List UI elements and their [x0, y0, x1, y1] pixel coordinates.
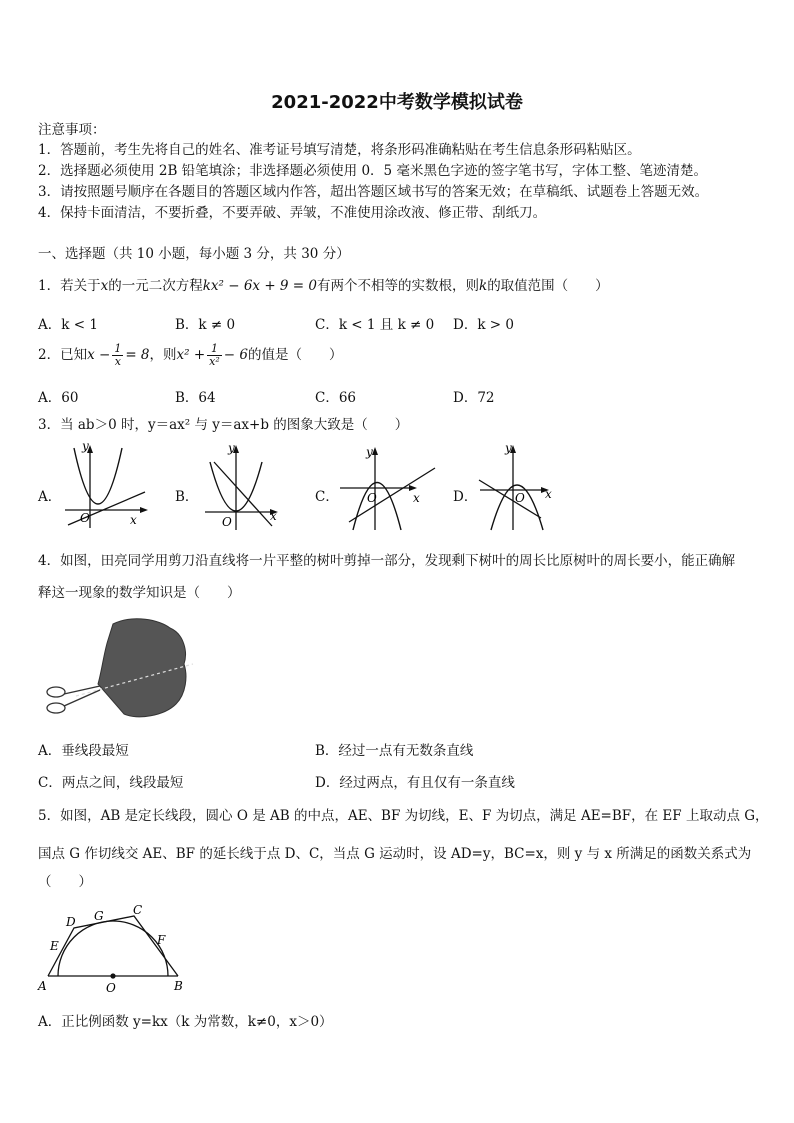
- q4-option-a[interactable]: A．垂线段最短: [38, 743, 129, 759]
- scissors-handle-icon: [47, 687, 65, 697]
- q1-option-d[interactable]: D．k > 0: [453, 317, 514, 333]
- q1-option-a[interactable]: A．k < 1: [38, 317, 98, 333]
- question-2: [38, 343, 342, 368]
- q4-option-b[interactable]: B．经过一点有无数条直线: [315, 743, 474, 759]
- label-a: A: [38, 979, 47, 993]
- q2-eq1-b: = 8: [125, 347, 150, 363]
- q3a-y-label: y: [82, 440, 89, 453]
- q1-mid: 的一元二次方程: [108, 278, 203, 294]
- question-4-line-1: 4．如图，田亮同学用剪刀沿直线将一片平整的树叶剪掉一部分，发现剩下树叶的周长比原树叶的周长要小，能正确解: [38, 553, 736, 569]
- q3c-y-label: y: [366, 445, 373, 459]
- q2-frac1-num: 1: [114, 342, 122, 355]
- q2-eq2-a: x² +: [176, 347, 206, 363]
- q3b-origin: O: [222, 515, 232, 529]
- label-g: G: [94, 909, 104, 923]
- notice-item: 2．选择题必须使用 2B 铅笔填涂；非选择题必须使用 0．5 毫米黑色字迹的签字笔书写，字体工整、笔迹清楚。: [38, 163, 707, 179]
- q3c-origin: O: [367, 491, 377, 505]
- question-1: [38, 277, 609, 295]
- q2-option-d[interactable]: D．72: [453, 390, 495, 406]
- leaf-scissors-figure: [38, 612, 198, 732]
- q1-var: x: [100, 278, 109, 294]
- q3-graph-d: [475, 440, 575, 532]
- q3d-origin: O: [515, 491, 525, 505]
- q4-option-c[interactable]: C．两点之间，线段最短: [38, 775, 184, 791]
- label-b: B: [174, 979, 183, 993]
- q2-end: 的值是（ ）: [247, 347, 343, 363]
- q2-frac2-num: 1: [207, 343, 222, 356]
- q3d-y-label: y: [505, 441, 512, 455]
- q2-mid: ，则: [149, 347, 177, 363]
- q4-option-d[interactable]: D．经过两点，有且仅有一条直线: [315, 775, 515, 791]
- leaf-shape: [98, 619, 186, 717]
- q3-option-a[interactable]: A．: [38, 489, 62, 505]
- notice-item: 4．保持卡面清洁，不要折叠，不要弄破、弄皱，不准使用涂改液、修正带、刮纸刀。: [38, 205, 547, 221]
- q1-pre: 1．若关于: [38, 278, 101, 294]
- q3c-x-label: x: [413, 491, 420, 505]
- section-heading: 一、选择题（共 10 小题，每小题 3 分，共 30 分）: [38, 246, 350, 262]
- q2-eq1-a: x −: [87, 347, 111, 363]
- q3-option-b[interactable]: B．: [175, 489, 199, 505]
- q1-equation: kx² − 6x + 9 = 0: [202, 278, 317, 294]
- q2-option-a[interactable]: A．60: [38, 390, 79, 406]
- label-d: D: [66, 915, 76, 929]
- q1-end: 的取值范围（ ）: [487, 278, 609, 294]
- q1-option-c[interactable]: C．k < 1 且 k ≠ 0: [315, 317, 435, 333]
- q3b-x-label: x: [270, 509, 277, 523]
- q2-eq2-b: − 6: [223, 347, 248, 363]
- q3-graph-a: [60, 440, 150, 532]
- q3-option-c[interactable]: C．: [315, 489, 339, 505]
- label-e: E: [50, 939, 59, 953]
- q2-frac2-den: x²: [209, 355, 220, 368]
- q3d-x-label: x: [545, 487, 552, 501]
- q3b-y-label: y: [228, 441, 235, 455]
- notice-item: 1．答题前，考生先将自己的姓名、准考证号填写清楚，将条形码准确粘贴在考生信息条形码粘贴区。: [38, 142, 641, 158]
- page-title: 2021-2022中考数学模拟试卷: [271, 92, 523, 113]
- q3a-origin: O: [80, 511, 90, 525]
- q3a-x-label: x: [130, 513, 137, 527]
- q3-graph-b: [200, 440, 290, 532]
- label-o: O: [106, 981, 116, 995]
- notice-heading: 注意事项：: [38, 122, 106, 138]
- q1-post: 有两个不相等的实数根，则: [317, 278, 479, 294]
- question-4-line-2: 释这一现象的数学知识是（ ）: [38, 585, 241, 601]
- q2-fraction-1: [112, 343, 123, 368]
- q3-option-d[interactable]: D．: [453, 489, 478, 505]
- question-5-line-2: 国点 G 作切线交 AE、BF 的延长线于点 D、C，当点 G 运动时，设 AD=y，BC=x，则 y 与 x 所满足的函数关系式为: [38, 846, 752, 862]
- q2-pre: 2．已知: [38, 347, 88, 363]
- question-3: 3．当 ab＞0 时，y＝ax² 与 y＝ax+b 的图象大致是（ ）: [38, 417, 409, 433]
- q2-option-b[interactable]: B．64: [175, 390, 216, 406]
- question-5-line-3: （ ）: [38, 874, 92, 890]
- label-c: C: [133, 903, 143, 917]
- q1-var2: k: [479, 278, 488, 294]
- q5-option-a[interactable]: A．正比例函数 y=kx（k 为常数，k≠0，x＞0）: [38, 1014, 333, 1030]
- q3-graph-c: [335, 440, 440, 532]
- notice-item: 3．请按照题号顺序在各题目的答题区域内作答，超出答题区域书写的答案无效；在草稿纸、试题卷上答题无效。: [38, 184, 709, 200]
- scissors-handle-icon: [47, 703, 65, 713]
- q2-frac1-den: x: [114, 355, 121, 368]
- q2-option-c[interactable]: C．66: [315, 390, 357, 406]
- label-f: F: [157, 933, 166, 947]
- q5-geometry-figure: [36, 898, 186, 996]
- question-5-line-1: 5．如图，AB 是定长线段，圆心 O 是 AB 的中点，AE、BF 为切线，E、F 为切点，满足 AE=BF，在 EF 上取动点 G，: [38, 808, 769, 824]
- q2-fraction-2: [207, 343, 222, 368]
- q1-option-b[interactable]: B．k ≠ 0: [175, 317, 236, 333]
